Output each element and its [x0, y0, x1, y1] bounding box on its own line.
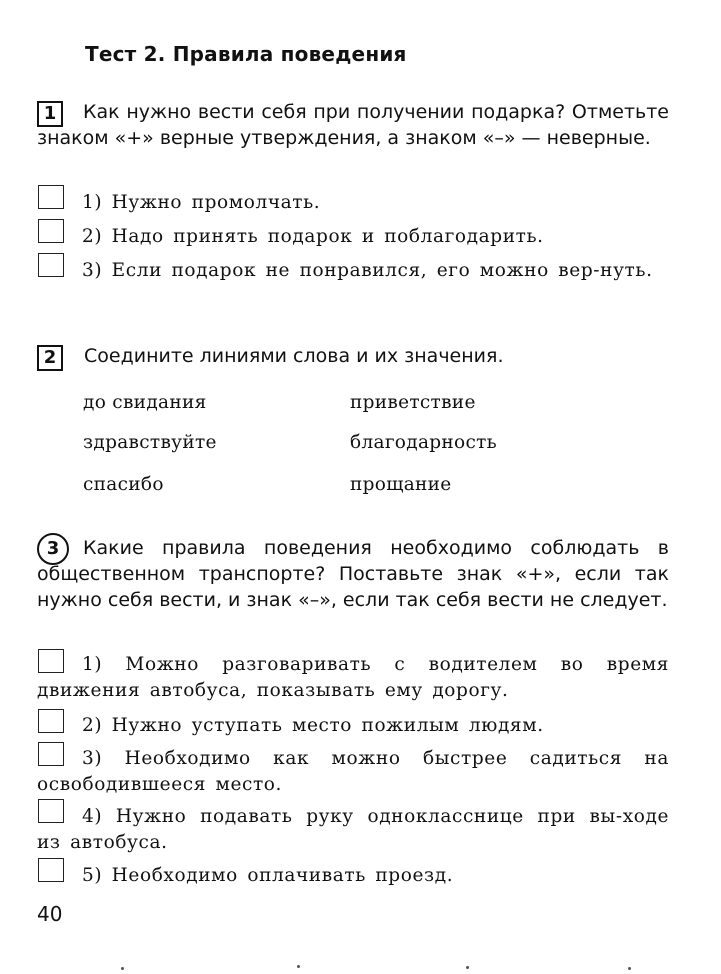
q3-item-1: 1) Можно разговаривать с водителем во время движения автобуса, показывать ему дорогу. [37, 654, 669, 701]
question-1-text: Как нужно вести себя при получении подарка? Отметьте знаком «+» верные утверждения, а знаком «–» — неверные. [37, 101, 669, 149]
right-word-1: приветствие [350, 392, 476, 413]
q3-item-2: 2) Нужно уступать место пожилым людям. [82, 715, 544, 736]
right-word-2: благодарность [350, 432, 498, 453]
q1-item-3: 3) Если подарок не понравился, его можно вер-нуть. [82, 260, 653, 281]
left-word-2: здравствуйте [83, 432, 217, 453]
page-number: 40 [37, 902, 63, 926]
q3-item-5: 5) Необходимо оплачивать проезд. [82, 865, 454, 886]
question-3-number: 3 [37, 533, 69, 565]
q1-answer-checkbox-2[interactable] [38, 219, 64, 243]
question-3-text: Какие правила поведения необходимо соблюдать в общественном транспорте? Поставьте знак «+», если так нужно себя вести, и знак «–», если так себя вести не следует. [37, 537, 669, 611]
scan-speck [297, 965, 300, 968]
question-1-number: 1 [37, 101, 63, 127]
question-2-text: Соедините линиями слова и их значения. [84, 345, 504, 367]
q3-item-3: 3) Необходимо как можно быстрее садиться на освободившееся место. [37, 748, 669, 795]
q3-item-4: 4) Нужно подавать руку однокласснице при вы-ходе из автобуса. [37, 806, 669, 853]
left-word-1: до свидания [83, 392, 207, 413]
q1-item-2: 2) Надо принять подарок и поблагодарить. [82, 226, 544, 247]
question-2-number: 2 [37, 345, 63, 371]
q3-answer-checkbox-5[interactable] [38, 858, 64, 882]
q1-item-1: 1) Нужно промолчать. [82, 192, 321, 213]
page-title: Тест 2. Правила поведения [85, 42, 407, 66]
right-word-3: прощание [350, 474, 452, 495]
q1-answer-checkbox-1[interactable] [38, 185, 64, 209]
scan-speck [628, 967, 631, 970]
q3-answer-checkbox-2[interactable] [38, 709, 64, 733]
left-word-3: спасибо [83, 474, 164, 495]
scan-speck [466, 966, 469, 969]
scan-speck [121, 967, 124, 970]
